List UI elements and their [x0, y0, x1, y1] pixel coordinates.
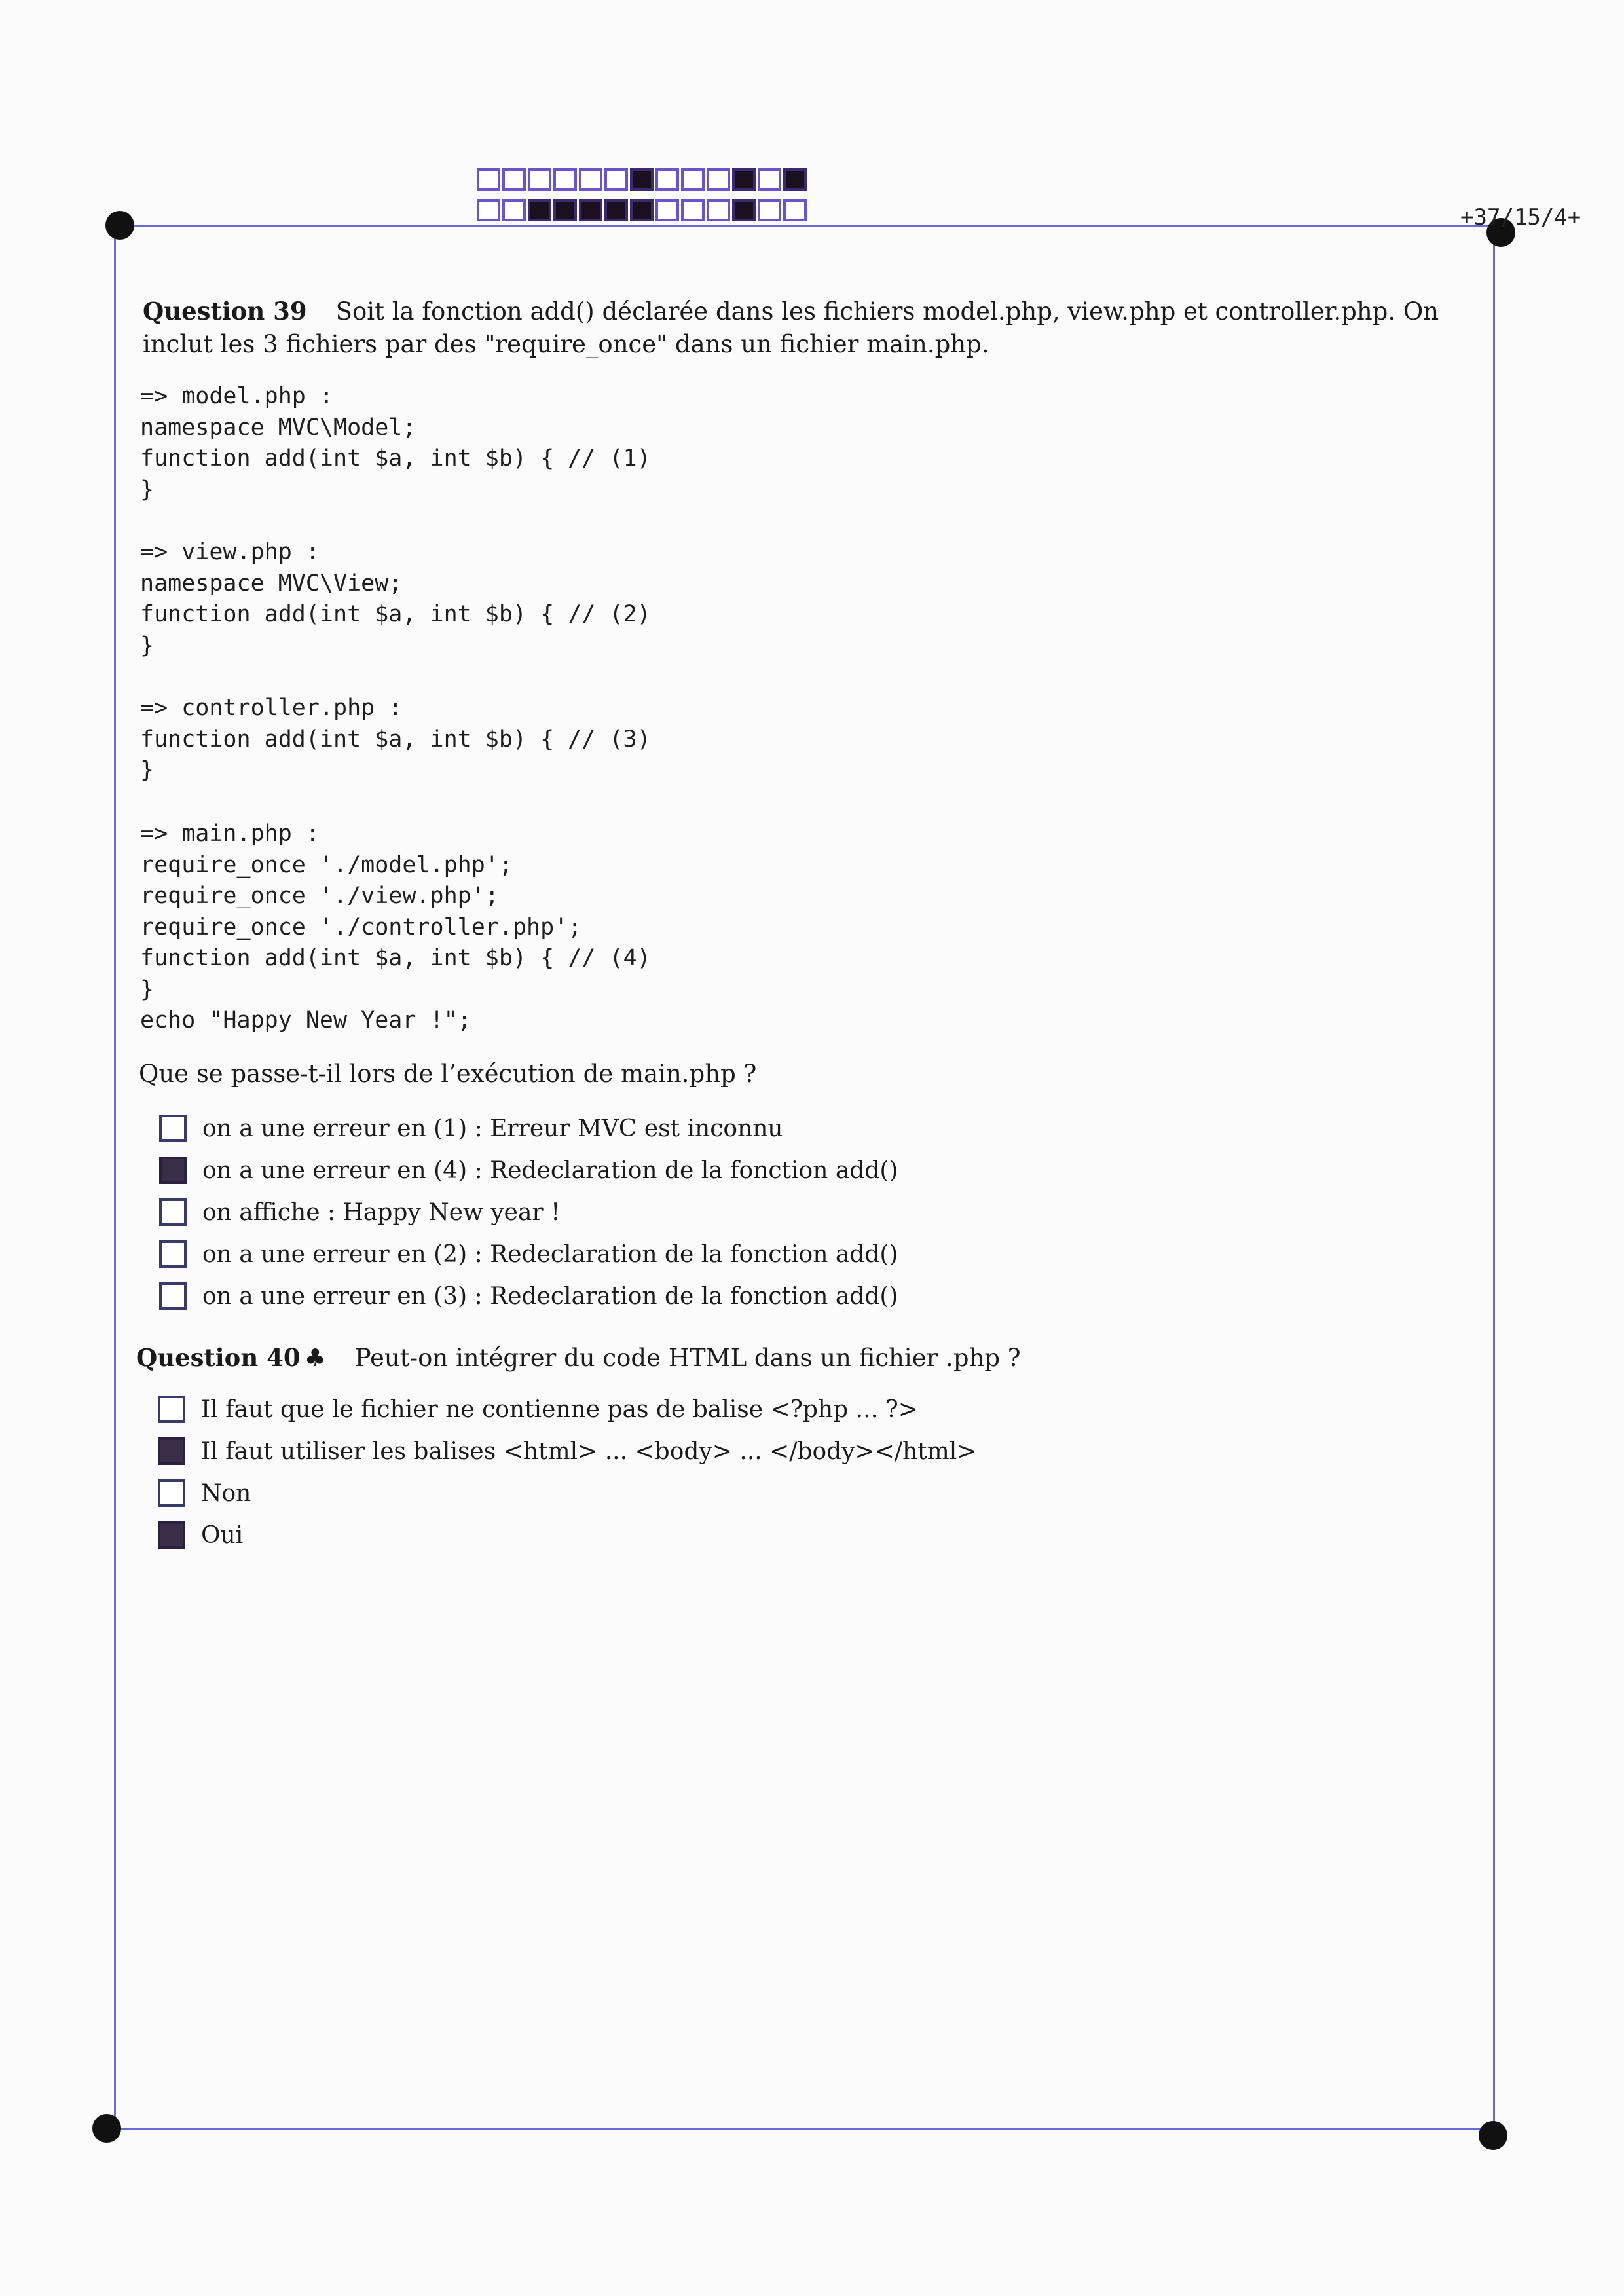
question-40-text: Peut-on intégrer du code HTML dans un fichier .php ?	[354, 1344, 1021, 1372]
answer-label: on a une erreur en (4) : Redeclaration de la fonction add()	[202, 1157, 898, 1184]
answer-label: on affiche : Happy New year !	[202, 1198, 561, 1226]
code-main: => main.php : require_once './model.php'; require_once './view.php'; require_once './controller.php'; function add(int $a, int $b) { // (4) } echo "Happy New Year !";	[140, 821, 651, 1033]
answer-label: on a une erreur en (3) : Redeclaration de la fonction add()	[202, 1282, 898, 1310]
barcode-cell	[681, 168, 705, 191]
question-40-label-text: Question 40	[136, 1343, 301, 1372]
q39-answer-1[interactable]	[159, 1115, 783, 1142]
answer-label: Il faut que le fichier ne contienne pas de balise <?php ... ?>	[201, 1396, 918, 1423]
checkbox[interactable]	[159, 1115, 187, 1142]
barcode-cell	[528, 168, 551, 191]
barcode-cell	[553, 168, 577, 191]
question-39-label: Question 39	[143, 297, 307, 325]
barcode-cell	[477, 199, 500, 221]
answer-label: on a une erreur en (2) : Redeclaration de la fonction add()	[202, 1240, 898, 1268]
barcode-cell	[707, 168, 730, 191]
checkbox[interactable]	[159, 1157, 187, 1184]
frame-top-line	[120, 225, 1502, 227]
corner-mark-bottom-right	[1479, 2121, 1507, 2150]
barcode-cell	[579, 199, 602, 221]
barcode-cell	[783, 199, 807, 221]
barcode-cell	[655, 199, 679, 221]
barcode-cell	[732, 168, 756, 191]
q39-answer-4[interactable]	[159, 1240, 898, 1268]
barcode-bottom	[477, 199, 809, 221]
barcode-cell	[630, 199, 654, 221]
question-40-label	[136, 1343, 326, 1372]
code-controller: => controller.php : function add(int $a, int $b) { // (3) }	[140, 695, 651, 783]
barcode-cell	[528, 199, 551, 221]
question-39-prompt: Que se passe-t-il lors de l’exécution de main.php ?	[139, 1060, 757, 1088]
q39-answer-3[interactable]	[159, 1198, 561, 1226]
q40-answer-1[interactable]	[158, 1396, 918, 1423]
page-code-text: +37/15/4+	[1460, 204, 1581, 231]
barcode-cell	[579, 168, 602, 191]
q40-answer-3[interactable]	[158, 1479, 251, 1507]
page-code	[1460, 204, 1581, 231]
barcode-cell	[732, 199, 756, 221]
question-40-header	[136, 1341, 1021, 1375]
barcode-cell	[758, 168, 781, 191]
barcode-cell	[502, 168, 526, 191]
checkbox[interactable]	[158, 1437, 185, 1465]
answer-label: Non	[201, 1479, 251, 1507]
corner-mark-top-left	[105, 211, 134, 240]
q40-answer-4[interactable]	[158, 1521, 243, 1549]
corner-mark-bottom-left	[92, 2114, 121, 2143]
checkbox[interactable]	[159, 1198, 187, 1226]
barcode-cell	[477, 168, 500, 191]
code-view: => view.php : namespace MVC\View; function add(int $a, int $b) { // (2) }	[140, 539, 651, 659]
barcode-cell	[604, 199, 628, 221]
barcode-cell	[681, 199, 705, 221]
checkbox[interactable]	[159, 1240, 187, 1268]
frame-left-line	[114, 226, 116, 2129]
frame-bottom-line	[107, 2128, 1495, 2130]
barcode-top	[477, 168, 809, 191]
barcode-cell	[707, 199, 730, 221]
checkbox[interactable]	[158, 1396, 185, 1423]
barcode-cell	[630, 168, 654, 191]
q40-answer-2[interactable]	[158, 1437, 976, 1465]
answer-label: on a une erreur en (1) : Erreur MVC est inconnu	[202, 1115, 783, 1142]
barcode-cell	[553, 199, 577, 221]
barcode-cell	[783, 168, 807, 191]
answer-label: Il faut utiliser les balises <html> ... <body> ... </body></html>	[201, 1437, 977, 1465]
checkbox[interactable]	[159, 1282, 187, 1310]
frame-right-line	[1493, 232, 1495, 2135]
q39-answer-5[interactable]	[159, 1282, 898, 1310]
barcode-cell	[758, 199, 781, 221]
q39-answer-2[interactable]	[159, 1157, 898, 1184]
barcode-cell	[655, 168, 679, 191]
code-model: => model.php : namespace MVC\Model; function add(int $a, int $b) { // (1) }	[140, 383, 651, 503]
barcode-cell	[502, 199, 526, 221]
question-39-text: Soit la fonction add() déclarée dans les fichiers model.php, view.php et controller.php. On inclut les 3 fichiers par des "require_once" dans un fichier main.php.	[143, 297, 1439, 358]
checkbox[interactable]	[158, 1521, 185, 1549]
barcode-cell	[604, 168, 628, 191]
question-39-header	[143, 295, 1485, 361]
club-icon: ♣	[304, 1343, 326, 1372]
answer-label: Oui	[201, 1521, 244, 1549]
checkbox[interactable]	[158, 1479, 185, 1507]
